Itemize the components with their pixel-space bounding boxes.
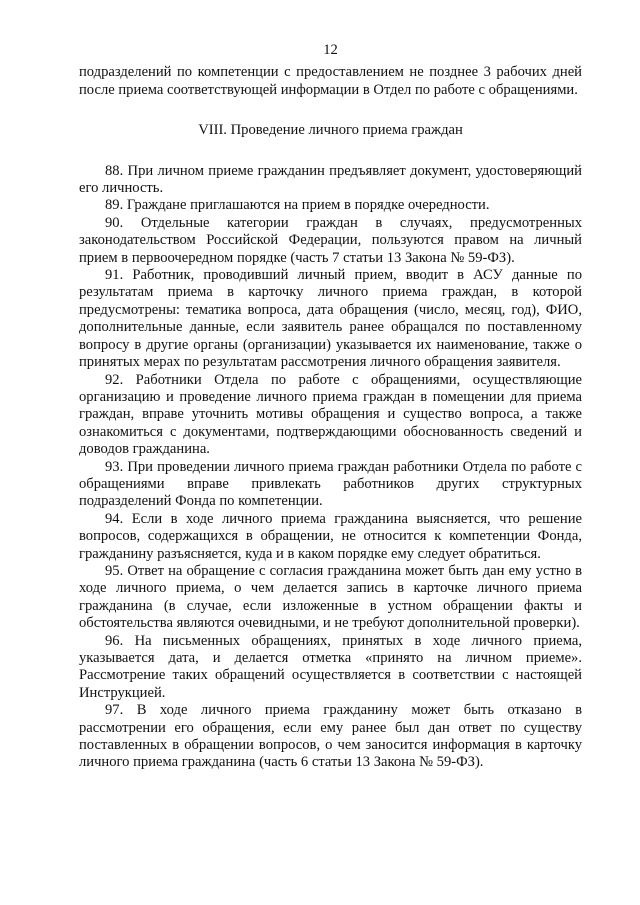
page-number: 12 [323,42,338,58]
paragraph-94: 94. Если в ходе личного приема гражданина выясняется, что решение вопросов, содержащихся в обращении, не относится к компетенции Фонда, гражданину разъясняется, куда и в каком порядке ему следует обратиться. [79,510,582,562]
paragraph-90: 90. Отдельные категории граждан в случаях, предусмотренных законодательством Российской Федерации, пользуются правом на личный прием в первоочередном порядке (часть 7 статьи 13 Закона № 59-ФЗ). [79,214,582,266]
section-heading: VIII. Проведение личного приема граждан [198,122,463,139]
paragraph-88: 88. При личном приеме гражданин предъявляет документ, удостоверяющий его личность. [79,162,582,197]
paragraph-91: 91. Работник, проводивший личный прием, вводит в АСУ данные по результатам приема в карточку личного приема граждан, в которой предусмотрены: тематика вопроса, дата обращения (число, месяц, год), ФИО, дополнительные данные, если заявитель ранее обращался по поставленному вопросу в другие органы (организации) указывается их наименование, также о принятых мерах по результатам рассмотрения личного обращения заявителя. [79,267,582,371]
paragraph-95: 95. Ответ на обращение с согласия гражданина может быть дан ему устно в ходе личного приема, о чем делается запись в карточке личного приема гражданина (в случае, если изложенные в устном обращении факты и обстоятельства являются очевидными, и не требуют дополнительной проверки). [79,562,582,632]
continuation-paragraph: подразделений по компетенции с предоставлением не позднее 3 рабочих дней после приема соответствующей информации в Отдел по работе с обращениями. [79,64,582,98]
section-body [79,163,582,772]
paragraph-96: 96. На письменных обращениях, принятых в ходе личного приема, указывается дата, и делается отметка «принято на личном приеме». Рассмотрение таких обращений осуществляется в соответствии с настоящей Инструкцией. [79,632,582,701]
paragraph-97: 97. В ходе личного приема гражданину может быть отказано в рассмотрении его обращения, если ему ранее был дан ответ по существу поставленных в обращении вопросов, о чем заносится информация в карточку личного приема гражданина (часть 6 статьи 13 Закона № 59-ФЗ). [79,702,582,771]
paragraph-92: 92. Работники Отдела по работе с обращениями, осуществляющие организацию и проведение личного приема граждан в помещении для приема граждан, вправе уточнить мотивы обращения и существо вопроса, а также ознакомиться с документами, подтверждающими обоснованность сведений и доводов гражданина. [79,371,582,458]
paragraph-93: 93. При проведении личного приема граждан работники Отдела по работе с обращениями вправе привлекать работников других структурных подразделений Фонда по компетенции. [79,458,582,510]
paragraph-89: 89. Граждане приглашаются на прием в порядке очередности. [105,197,490,214]
